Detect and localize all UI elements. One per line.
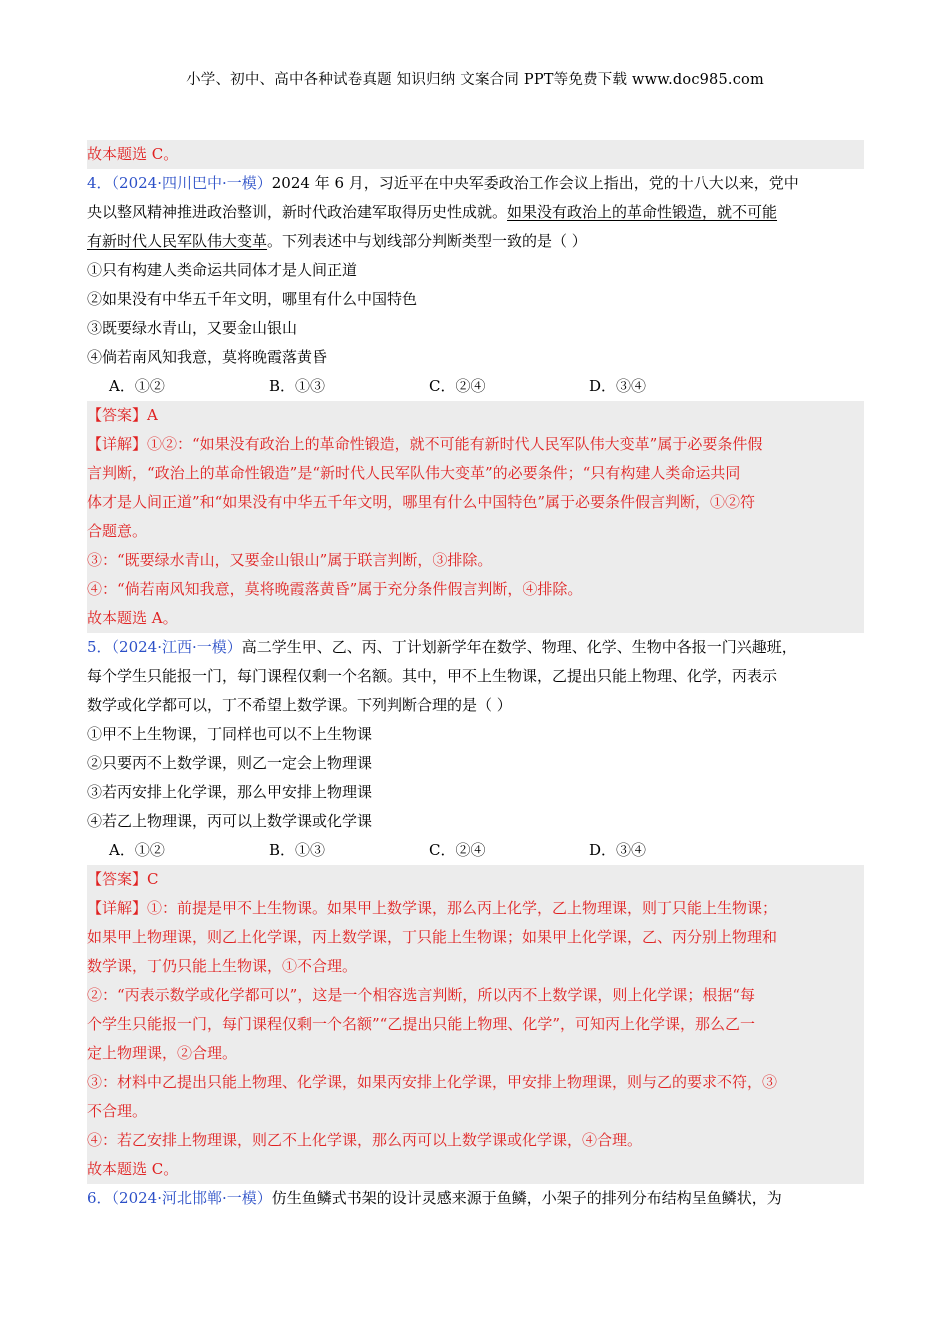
q4-item-3: ③既要绿水青山，又要金山银山 — [87, 319, 298, 337]
q4-option-a: A．①② — [109, 377, 165, 395]
q4-stem-line-3 — [87, 227, 864, 256]
q5-option-a: A．①② — [109, 841, 165, 859]
question-4 — [87, 169, 864, 633]
q4-detail-line-1: 【详解】①②：“如果没有政治上的革命性锻造，就不可能有新时代人民军队伟大变革”属于必要条件假 — [87, 435, 763, 453]
q5-stem-line-2: 每个学生只能报一门，每门课程仅剩一个名额。其中，甲不上生物课，乙提出只能上物理、化学，丙表示 — [87, 667, 778, 685]
q5-item-2: ②只要丙不上数学课，则乙一定会上物理课 — [87, 754, 373, 772]
q4-item-2: ②如果没有中华五千年文明，哪里有什么中国特色 — [87, 290, 418, 308]
q5-detail-line-9: ④：若乙安排上物理课，则乙不上化学课，那么丙可以上数学课或化学课，④合理。 — [87, 1131, 643, 1149]
q5-detail-line-7: ③：材料中乙提出只能上物理、化学课，如果丙安排上化学课，甲安排上物理课，则与乙的要求不符，③ — [87, 1073, 778, 1091]
q5-detail-line-3: 数学课，丁仍只能上生物课，①不合理。 — [87, 957, 358, 975]
prev-conclusion: 故本题选 C。 — [87, 140, 864, 169]
q6-number: 6． — [87, 1189, 112, 1207]
q5-detail-line-8: 不合理。 — [87, 1102, 148, 1120]
q5-detail-line-4: ②：“丙表示数学或化学都可以”，这是一个相容选言判断，所以丙不上数学课，则上化学课；根据“每 — [87, 986, 756, 1004]
q5-option-c: C．②④ — [429, 841, 486, 859]
q4-item-1: ①只有构建人类命运共同体才是人间正道 — [87, 261, 358, 279]
q5-item-3: ③若丙安排上化学课，那么甲安排上物理课 — [87, 783, 373, 801]
q4-stem-text-1: 2024 年 6 月，习近平在中央军委政治工作会议上指出，党的十八大以来，党中 — [271, 174, 799, 192]
q5-stem-line-3: 数学或化学都可以，丁不希望上数学课。下列判断合理的是（ ） — [87, 696, 512, 714]
q4-detail-line-6: ④：“倘若南风知我意，莫将晚霞落黄昏”属于充分条件假言判断，④排除。 — [87, 580, 583, 598]
question-6 — [87, 1184, 864, 1213]
q5-detail-line-5: 个学生只能报一门，每门课程仅剩一个名额”“乙提出只能上物理、化学”，可知丙上化学课，那么乙一 — [87, 1015, 756, 1033]
q5-answer: 【答案】C — [87, 870, 159, 888]
q5-options — [87, 836, 864, 865]
q5-detail-line-2: 如果甲上物理课，则乙上化学课，丙上数学课，丁只能上生物课；如果甲上化学课，乙、丙分别上物理和 — [87, 928, 778, 946]
q5-stem-line-1 — [87, 633, 864, 662]
q4-source: （2024·四川巴中·一模） — [111, 174, 272, 192]
q4-option-b: B．①③ — [269, 377, 326, 395]
q4-stem-line-1 — [87, 169, 864, 198]
q5-detail-line-1: 【详解】①：前提是甲不上生物课。如果甲上数学课，那么丙上化学，乙上物理课，则丁只能上生物课； — [87, 899, 778, 917]
q6-stem-text-1: 仿生鱼鳞式书架的设计灵感来源于鱼鳞，小架子的排列分布结构呈鱼鳞状，为 — [271, 1189, 782, 1207]
q4-conclusion: 故本题选 A。 — [87, 609, 178, 627]
document-body — [87, 140, 864, 1213]
q4-answer: 【答案】A — [87, 406, 158, 424]
q4-detail-line-2: 言判断，“政治上的革命性锻造”是“新时代人民军队伟大变革”的必要条件；“只有构建人类命运共同 — [87, 464, 741, 482]
q5-stem-text-1: 高二学生甲、乙、丙、丁计划新学年在数学、物理、化学、生物中各报一门兴趣班， — [241, 638, 797, 656]
q4-stem-text-3b: 。下列表述中与划线部分判断类型一致的是（ ） — [267, 232, 587, 250]
q4-stem-text-2a: 央以整风精神推进政治整训，新时代政治建军取得历史性成就。 — [87, 203, 508, 221]
q5-source: （2024·江西·一模） — [111, 638, 242, 656]
q4-solution — [87, 401, 864, 633]
question-5 — [87, 633, 864, 1184]
page-header: 小学、初中、高中各种试卷真题 知识归纳 文案合同 PPT等免费下载 www.doc985.com — [186, 72, 764, 88]
q4-detail-line-5: ③：“既要绿水青山，又要金山银山”属于联言判断，③排除。 — [87, 551, 493, 569]
q4-item-4: ④倘若南风知我意，莫将晚霞落黄昏 — [87, 348, 328, 366]
q4-underlined-text-2: 有新时代人民军队伟大变革 — [87, 232, 268, 250]
q5-conclusion: 故本题选 C。 — [87, 1160, 179, 1178]
q4-detail-line-4: 合题意。 — [87, 522, 148, 540]
q6-stem-line-1 — [87, 1184, 864, 1213]
q4-option-c: C．②④ — [429, 377, 486, 395]
q6-source: （2024·河北邯郸·一模） — [111, 1189, 272, 1207]
q4-number: 4． — [87, 174, 112, 192]
q5-item-4: ④若乙上物理课，丙可以上数学课或化学课 — [87, 812, 373, 830]
q4-options — [87, 372, 864, 401]
q5-item-1: ①甲不上生物课，丁同样也可以不上生物课 — [87, 725, 373, 743]
q5-number: 5． — [87, 638, 112, 656]
q5-option-d: D．③④ — [589, 841, 647, 859]
q4-stem-line-2 — [87, 198, 864, 227]
q4-option-d: D．③④ — [589, 377, 647, 395]
q4-detail-line-3: 体才是人间正道”和“如果没有中华五千年文明，哪里有什么中国特色”属于必要条件假言判断，①②符 — [87, 493, 756, 511]
q5-detail-line-6: 定上物理课，②合理。 — [87, 1044, 238, 1062]
q5-solution — [87, 865, 864, 1184]
q5-option-b: B．①③ — [269, 841, 326, 859]
q4-underlined-text-1: 如果没有政治上的革命性锻造，就不可能 — [507, 203, 778, 221]
